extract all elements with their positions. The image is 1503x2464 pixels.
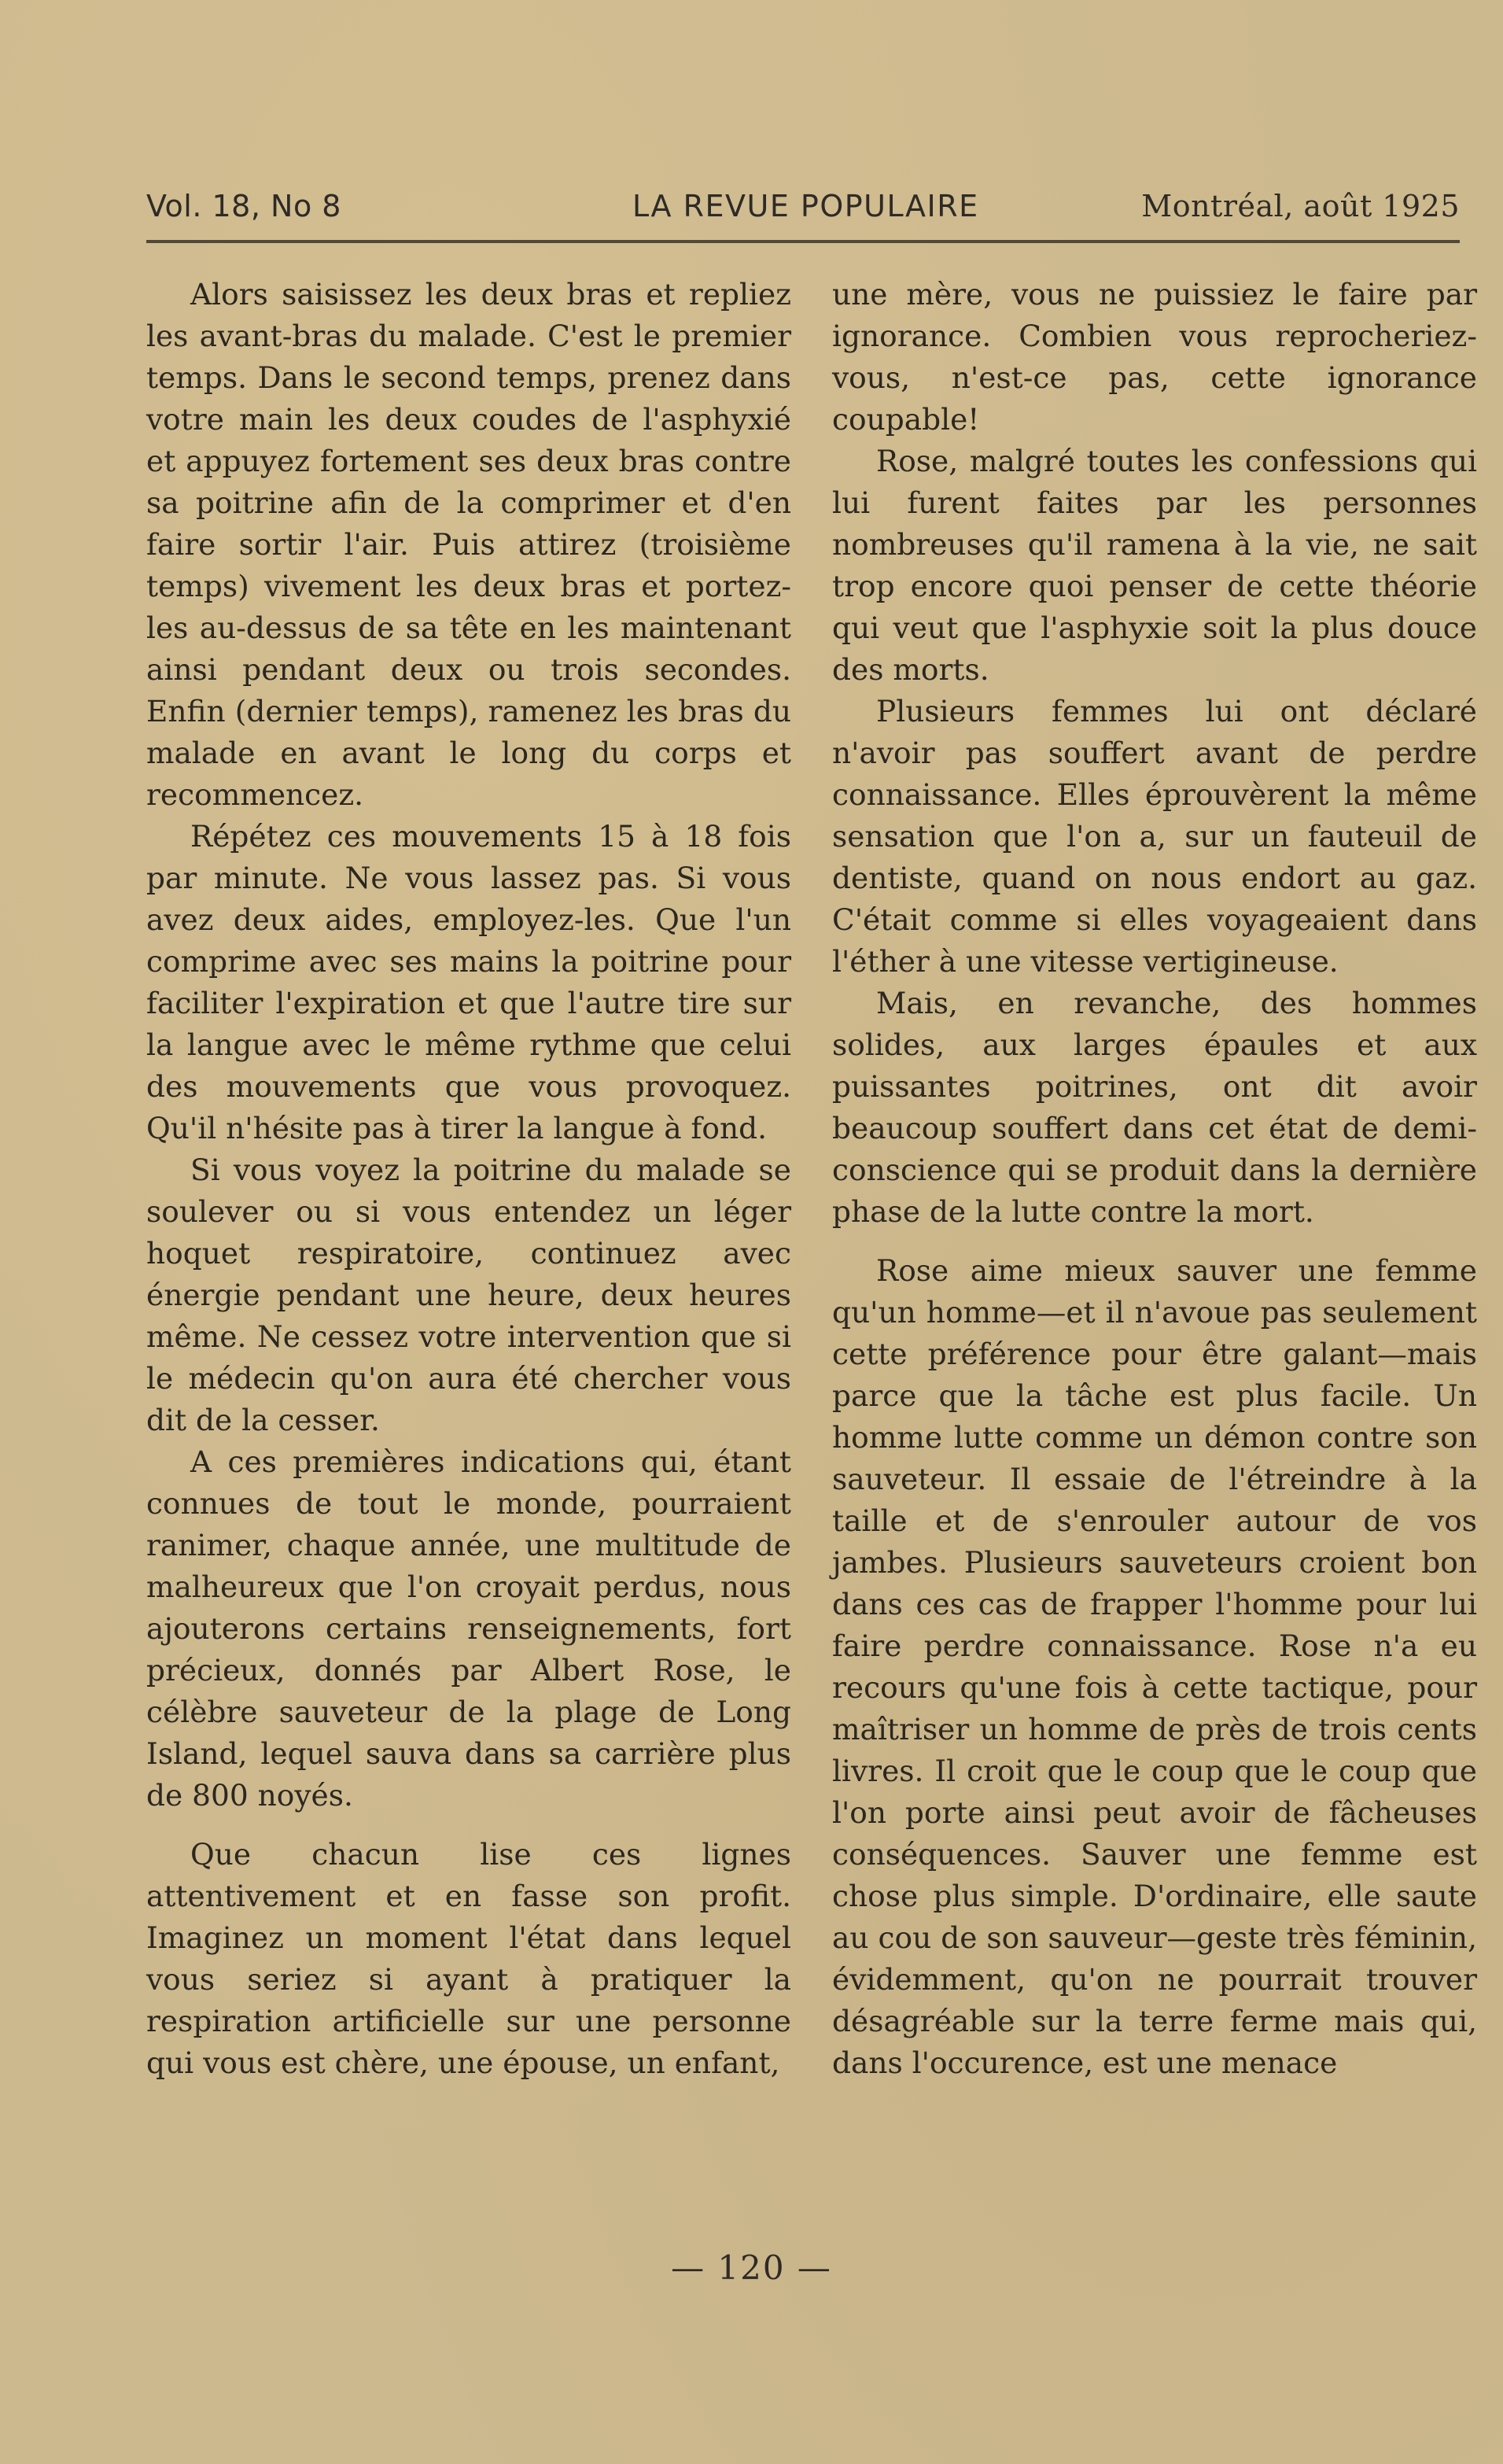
paragraph: Répétez ces mouvements 15 à 18 fois par minute. Ne vous lassez pas. Si vous avez deux aides, employez-les. Que l'un comprime avec ses mains la poitrine pour faciliter l'expiration et que l'autre tire sur la langue avec le même rythme que celui des mouvements que vous provoquez. Qu'il n'hésite pas à tirer la langue à fond.: [146, 819, 791, 1145]
paragraph: Que chacun lise ces lignes attentivement et en fasse son profit. Imaginez un moment l'état dans lequel vous seriez si ayant à pratiquer la respiration artificielle sur une personne qui vous est chère, une épouse, un enfant,: [146, 1837, 791, 2080]
page-number: — 120 —: [671, 2248, 832, 2287]
paragraph: A ces premières indications qui, étant connues de tout le monde, pourraient ranimer, chaque année, une multitude de malheureux que l'on croyait perdus, nous ajouterons certains renseignements, fort précieux, donnés par Albert Rose, le célèbre sauveteur de la plage de Long Island, lequel sauva dans sa carrière plus de 800 noyés.: [146, 1444, 791, 1813]
paragraph: Rose aime mieux sauver une femme qu'un homme—et il n'avoue pas seulement cette préférence pour être galant—mais parce que la tâche est plus facile. Un homme lutte comme un démon contre son sauveteur. Il essaie de l'étreindre à la taille et de s'enrouler autour de vos jambes. Plusieurs sauveteurs croient bon dans ces cas de frapper l'homme pour lui faire perdre connaissance. Rose n'a eu recours qu'une fois à cette tactique, pour maîtriser un homme de près de trois cents livres. Il croit que le coup que le coup que l'on porte ainsi peut avoir de fâcheuses conséquences. Sauver une femme est chose plus simple. D'ordinaire, elle saute au cou de son sauveur—geste très féminin, évidemment, qu'on ne pourrait trouver désagréable sur la terre ferme mais qui, dans l'occurence, est une menace: [832, 1253, 1477, 2080]
left-column: [146, 274, 791, 2201]
page-header: [146, 189, 1460, 228]
paragraph: Rose, malgré toutes les confessions qui lui furent faites par les personnes nombreuses qu'il ramena à la vie, ne sait trop encore quoi penser de cette théorie qui veut que l'asphyxie soit la plus douce des morts.: [832, 444, 1477, 687]
paragraph: Si vous voyez la poitrine du malade se soulever ou si vous entendez un léger hoquet respiratoire, continuez avec énergie pendant une heure, deux heures même. Ne cessez votre intervention que si le médecin qu'on aura été chercher vous dit de la cesser.: [146, 1153, 791, 1437]
volume-number: Vol. 18, No 8: [146, 189, 341, 223]
paragraph: Alors saisissez les deux bras et repliez les avant-bras du malade. C'est le premier temps. Dans le second temps, prenez dans votre main les deux coudes de l'asphyxié et appuyez fortement ses deux bras contre sa poitrine afin de la comprimer et d'en faire sortir l'air. Puis attirez (troisième temps) vivement les deux bras et portez-les au-dessus de sa tête en les maintenant ainsi pendant deux ou trois secondes. Enfin (dernier temps), ramenez les bras du malade en avant le long du corps et recommencez.: [146, 277, 791, 812]
publication-title: LA REVUE POPULAIRE: [632, 189, 979, 223]
paragraph: une mère, vous ne puissiez le faire par ignorance. Combien vous reprocheriez-vous, n'est-ce pas, cette ignorance coupable!: [832, 277, 1477, 437]
dateline: Montréal, août 1925: [1141, 189, 1460, 223]
paragraph: Plusieurs femmes lui ont déclaré n'avoir pas souffert avant de perdre connaissance. Elles éprouvèrent la même sensation que l'on a, sur un fauteuil de dentiste, quand on nous endort au gaz. C'était comme si elles voyageaient dans l'éther à une vitesse vertigineuse.: [832, 694, 1477, 979]
header-rule: [146, 240, 1460, 243]
paragraph: Mais, en revanche, des hommes solides, aux larges épaules et aux puissantes poitrines, ont dit avoir beaucoup souffert dans cet état de demi-conscience qui se produit dans la dernière phase de la lutte contre la mort.: [832, 986, 1477, 1229]
right-column: [832, 274, 1477, 2201]
